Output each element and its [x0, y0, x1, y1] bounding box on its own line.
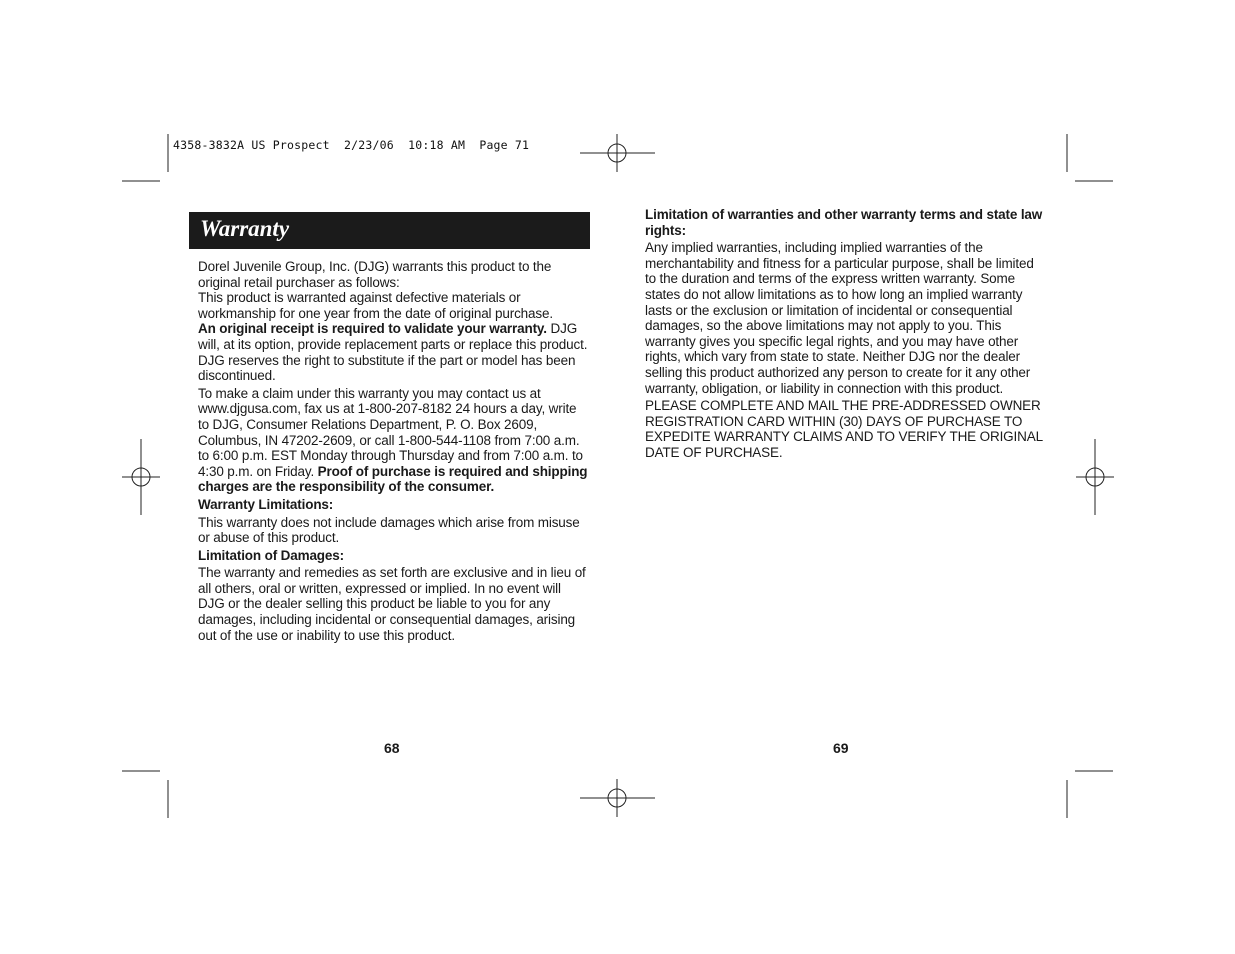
print-slug: 4358-3832A US Prospect 2/23/06 10:18 AM Page 71 — [173, 138, 530, 152]
warranty-limitations-text: This warranty does not include damages which arise from misuse or abuse of this product. — [198, 514, 580, 546]
page-number-left: 68 — [384, 740, 400, 756]
receipt-requirement: An original receipt is required to validate your warranty. — [198, 321, 547, 337]
warranty-limitations-heading: Warranty Limitations: — [198, 496, 334, 512]
crosshair-circle-icon — [580, 134, 655, 172]
warranty-banner — [189, 212, 590, 249]
proof-of-purchase-text: Proof of purchase is required and shipping charges are the responsibility of the consumer. — [198, 463, 588, 495]
state-law-rights-heading: Limitation of warranties and other warranty terms and state law rights: — [645, 207, 1043, 238]
intro-paragraph — [198, 259, 590, 384]
crosshair-circle-icon — [580, 779, 655, 817]
page-title: Warranty — [200, 216, 290, 241]
implied-warranties-text: Any implied warranties, including implied warranties of the merchantability and fitness for a particular purpose, shall be limited to the duration and terms of the express written warranty. Some states do not allow limitations as to how long an implied warranty lasts or the exclusion or limitation of incidental or consequential damages, so the above limitations may not apply to you. This warranty gives you specific legal rights, and you may have other rights, which vary from state to state. Neither DJG nor the dealer selling this product authorized any person to create for it any other warranty, obligation, or liability in connection with this product. — [645, 240, 1034, 396]
claim-text: To make a claim under this warranty you may contact us at www.djgusa.com, fax us at 1-800-207-8182 24 hours a day, write to DJG, Consumer Relations Department, P. O. Box 2609, Columbus, IN 47202-2609, or call 1-800-544-1108 from 7:00 a.m. to 6:00 p.m. EST Monday through Thursday and from 7:00 a.m. to 4:30 p.m. on Friday. — [198, 385, 583, 479]
crop-mark-icon — [122, 134, 168, 181]
crop-mark-icon — [1067, 134, 1113, 181]
left-column — [198, 259, 590, 645]
right-column — [645, 207, 1045, 463]
replacement-text: DJG will, at its option, provide replacement parts or replace this product. DJG reserves the right to substitute if the part or model has been discontinued. — [198, 321, 588, 384]
crop-mark-icon — [1067, 771, 1113, 818]
page-number-right: 69 — [833, 740, 849, 756]
crosshair-circle-icon — [122, 439, 160, 515]
registration-notice: PLEASE COMPLETE AND MAIL THE PRE-ADDRESSED OWNER REGISTRATION CARD WITHIN (30) DAYS OF PURCHASE TO EXPEDITE WARRANTY CLAIMS AND TO VERIFY THE ORIGINAL DATE OF PURCHASE. — [645, 398, 1043, 460]
intro-text: Dorel Juvenile Group, Inc. (DJG) warrants this product to the original retail purchaser as follows: — [198, 259, 552, 290]
crop-mark-icon — [122, 771, 168, 818]
coverage-text: This product is warranted against defective materials or workmanship for one year from the date of original purchase. — [198, 290, 553, 321]
claim-paragraph — [198, 386, 590, 495]
limitation-of-damages-text: The warranty and remedies as set forth are exclusive and in lieu of all others, oral or written, expressed or implied. In no event will DJG or the dealer selling this product be liable to you for any damages, including incidental or consequential damages, arising out of the use or inability to use this product. — [198, 565, 586, 643]
crosshair-circle-icon — [1076, 439, 1114, 515]
limitation-of-damages-heading: Limitation of Damages: — [198, 547, 344, 563]
